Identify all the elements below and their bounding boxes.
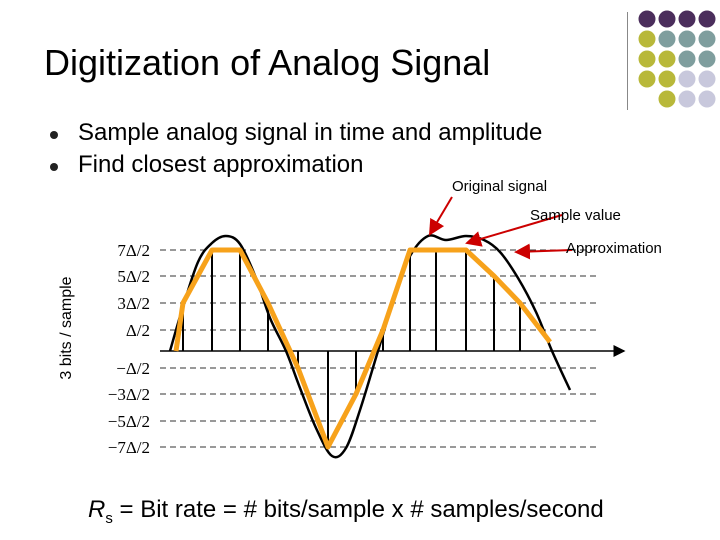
sample-lines (183, 250, 520, 447)
level-tick-labels (108, 241, 150, 457)
formula-subscript: s (105, 509, 113, 527)
level-tick-label: −7Δ/2 (107, 438, 150, 457)
bullet-text: Sample analog signal in time and amplitude (78, 119, 543, 146)
level-tick-label: −Δ/2 (116, 359, 150, 378)
bit-rate-formula (88, 496, 604, 527)
formula-text: = Bit rate = # bits/sample x # samples/second (112, 496, 604, 523)
level-tick-label: 3Δ/2 (117, 294, 150, 313)
level-tick-label: 7Δ/2 (117, 241, 150, 260)
original-signal-curve (170, 235, 570, 457)
sample-value-callout: Sample value (530, 207, 621, 224)
y-axis-label: 3 bits / sample (58, 276, 75, 380)
level-tick-label: Δ/2 (125, 321, 150, 340)
level-tick-label: 5Δ/2 (117, 267, 150, 286)
level-tick-label: −5Δ/2 (107, 412, 150, 431)
approximation-callout: Approximation (566, 240, 662, 257)
formula-symbol: R (88, 496, 106, 523)
original-signal-arrow (430, 197, 452, 234)
original-signal-callout: Original signal (452, 178, 548, 195)
level-tick-label: −3Δ/2 (107, 385, 150, 404)
bullet-text: Find closest approximation (78, 151, 364, 178)
page-title: Digitization of Analog Signal (44, 42, 491, 83)
